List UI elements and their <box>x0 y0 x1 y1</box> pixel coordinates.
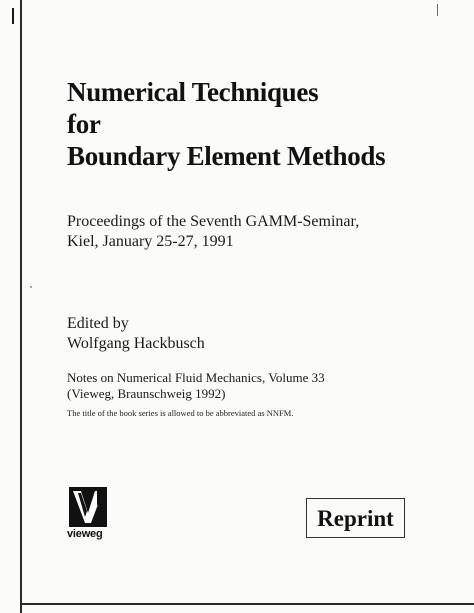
book-series <box>67 370 325 402</box>
publisher-logo <box>67 487 113 543</box>
edited-by-label: Edited by <box>67 315 129 332</box>
book-title-line-3: Boundary Element Methods <box>67 141 386 171</box>
publisher-name: vieweg <box>67 528 103 540</box>
scan-bottom-edge <box>20 603 474 605</box>
editor-name: Wolfgang Hackbusch <box>67 335 205 352</box>
book-title-line-1: Numerical Techniques <box>67 77 319 107</box>
scan-left-edge <box>20 0 22 613</box>
series-abbreviation-note: The title of the book series is allowed to be abbreviated as NNFM. <box>67 408 294 418</box>
reprint-badge <box>306 498 405 538</box>
subtitle-line-1: Proceedings of the Seventh GAMM-Seminar, <box>67 213 360 230</box>
series-line-1: Notes on Numerical Fluid Mechanics, Volume 33 <box>67 370 325 385</box>
reprint-label: Reprint <box>317 505 394 531</box>
scan-edge-mark <box>12 8 14 24</box>
subtitle-line-2: Kiel, January 25-27, 1991 <box>67 233 234 250</box>
book-title-line-2: for <box>67 109 101 139</box>
scan-edge-mark <box>437 4 438 16</box>
scan-speck <box>30 286 32 288</box>
series-line-2: (Vieweg, Braunschweig 1992) <box>67 386 226 401</box>
editor-credit <box>67 314 205 354</box>
book-title <box>67 76 385 172</box>
proceedings-subtitle <box>67 212 359 252</box>
vieweg-logo-icon <box>69 487 107 527</box>
